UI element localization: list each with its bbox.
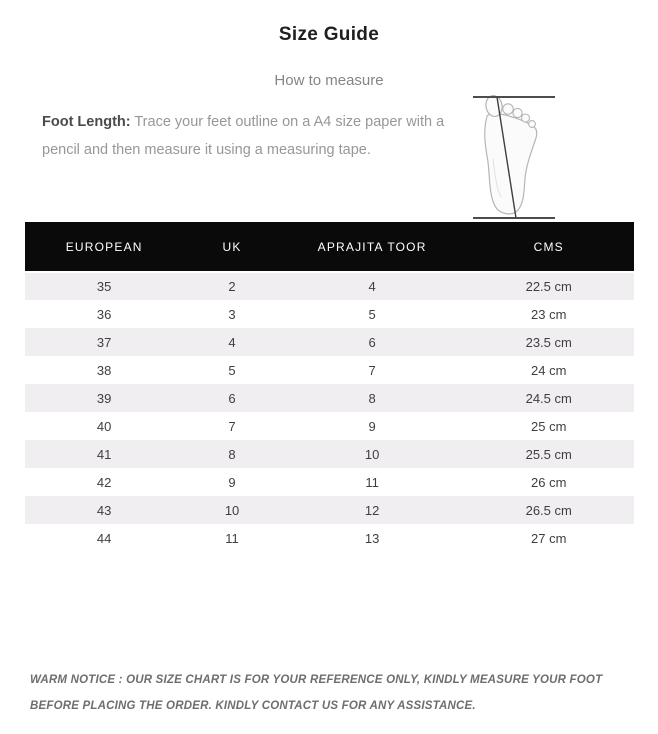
cell-cms: 24.5 cm [525, 390, 572, 406]
header-row [25, 222, 634, 272]
cell-aprajita-toor: 8 [368, 390, 376, 406]
size-table-body [25, 272, 634, 552]
cell-uk: 3 [228, 306, 236, 322]
cell-aprajita-toor: 9 [368, 418, 376, 434]
table-row [25, 328, 634, 356]
cell-european: 41 [96, 446, 112, 462]
table-row [25, 496, 634, 524]
cell-aprajita-toor: 7 [368, 362, 376, 378]
size-table-container [25, 222, 634, 552]
size-table-header [25, 222, 634, 272]
cell-uk: 11 [225, 530, 239, 546]
cell-uk: 6 [228, 390, 236, 406]
cell-uk: 8 [228, 446, 236, 462]
header-european: EUROPEAN [25, 222, 183, 272]
size-table [25, 222, 634, 552]
table-row [25, 356, 634, 384]
cell-european: 36 [96, 306, 112, 322]
header-aprajita-toor: APRAJITA TOOR [281, 222, 464, 272]
cell-european: 37 [96, 334, 112, 350]
cell-aprajita-toor: 11 [365, 474, 379, 490]
cell-uk: 5 [228, 362, 236, 378]
measuring-instruction [42, 108, 474, 164]
instruction-text: Trace your feet outline on a A4 size paper with a pencil and then measure it using a measuring tape. [42, 114, 445, 158]
cell-cms: 24 cm [531, 362, 567, 378]
cell-cms: 25.5 cm [525, 446, 572, 462]
cell-uk: 10 [224, 502, 240, 518]
cell-european: 35 [96, 279, 112, 294]
table-row [25, 300, 634, 328]
cell-cms: 26 cm [531, 474, 567, 490]
header-uk: UK [183, 222, 280, 272]
table-row [25, 384, 634, 412]
cell-european: 43 [96, 502, 112, 518]
cell-aprajita-toor: 4 [368, 279, 376, 294]
cell-european: 39 [96, 390, 112, 406]
cell-aprajita-toor: 10 [364, 446, 380, 462]
foot-outline-diagram-icon [469, 89, 559, 223]
page-title: Size Guide [278, 24, 380, 45]
cell-cms: 25 cm [531, 418, 567, 434]
cell-european: 44 [96, 530, 112, 546]
cell-uk: 2 [228, 279, 236, 294]
cell-european: 38 [96, 362, 112, 378]
cell-aprajita-toor: 6 [368, 334, 376, 350]
cell-cms: 27 cm [531, 530, 567, 546]
instruction-label: Foot Length: [42, 114, 131, 130]
cell-cms: 22.5 cm [525, 279, 572, 294]
cell-uk: 9 [228, 474, 236, 490]
warm-notice: WARM NOTICE : OUR SIZE CHART IS FOR YOUR REFERENCE ONLY, KINDLY MEASURE YOUR FOOT BEFORE PLACING THE ORDER. KINDLY CONTACT US FOR ANY ASSISTANCE. [30, 674, 603, 712]
cell-aprajita-toor: 13 [364, 530, 380, 546]
cell-uk: 4 [228, 334, 236, 350]
cell-cms: 23.5 cm [525, 334, 572, 350]
cell-cms: 23 cm [531, 306, 567, 322]
table-row [25, 440, 634, 468]
cell-aprajita-toor: 12 [364, 502, 380, 518]
cell-aprajita-toor: 5 [368, 306, 376, 322]
table-row [25, 272, 634, 300]
cell-european: 42 [96, 474, 112, 490]
table-row [25, 468, 634, 496]
how-to-measure-subtitle: How to measure [274, 72, 384, 89]
cell-uk: 7 [228, 418, 236, 434]
cell-cms: 26.5 cm [525, 502, 572, 518]
table-row [25, 412, 634, 440]
table-row [25, 524, 634, 552]
header-cms: CMS [463, 222, 634, 272]
cell-european: 40 [96, 418, 112, 434]
